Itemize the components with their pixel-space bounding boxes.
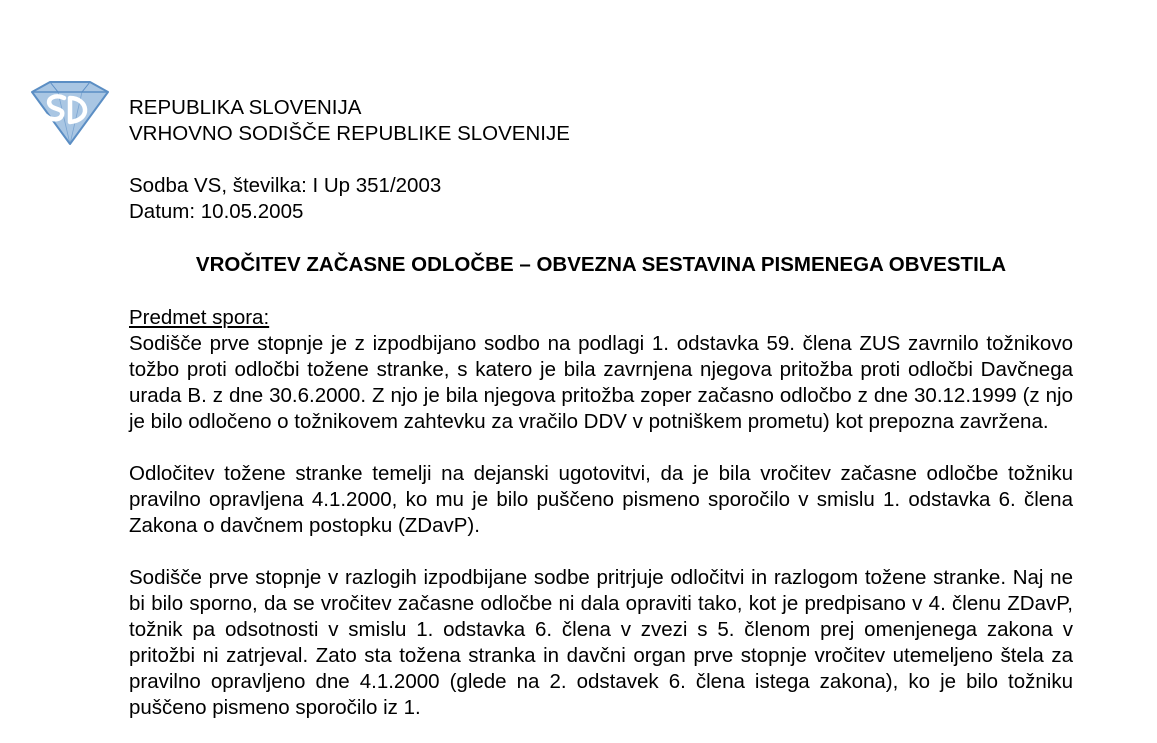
case-meta (129, 173, 1073, 225)
section-label: Predmet spora: (129, 306, 270, 329)
issuer-header (129, 95, 1073, 147)
paragraph-gap (129, 435, 1073, 461)
document-body (129, 305, 1073, 721)
court-line: VRHOVNO SODIŠČE REPUBLIKE SLOVENIJE (129, 122, 570, 145)
paragraph-gap (129, 539, 1073, 565)
republic-line: REPUBLIKA SLOVENIJA (129, 96, 362, 119)
paragraph: Odločitev tožene stranke temelji na dejanski ugotovitvi, da je bila vročitev začasne odločbe tožniku pravilno opravljena 4.1.2000, ko mu je bilo puščeno pismeno sporočilo v smislu 1. odstavka 6. člena Zakona o davčnem postopku (ZDavP). (129, 462, 1073, 537)
decision-date: Datum: 10.05.2005 (129, 200, 304, 223)
document-title: VROČITEV ZAČASNE ODLOČBE – OBVEZNA SESTAVINA PISMENEGA OBVESTILA (195, 253, 1007, 276)
paragraph: Sodišče prve stopnje je z izpodbijano sodbo na podlagi 1. odstavka 59. člena ZUS zavrnilo tožnikovo tožbo proti odločbi tožene stranke, s katero je bila zavrnjena njegova pritožba proti odločbi Davčnega urada B. z dne 30.6.2000. Z njo je bila njegova pritožba zoper začasno odločbo z dne 30.12.1999 (z njo je bilo odločeno o tožnikovem zahtevku za vračilo DDV v potniškem prometu) kot prepozna zavržena. (129, 332, 1073, 433)
paragraph: Sodišče prve stopnje v razlogih izpodbijane sodbe pritrjuje odločitvi in razlogom tožene stranke. Naj ne bi bilo sporno, da se vročitev začasne odločbe ni dala opraviti tako, kot je predpisano v 4. členu ZDavP, tožnik pa odsotnosti v smislu 1. odstavka 6. člena v zvezi s 5. členom prej omenjenega zakona v pritožbi ni zatrjeval. Zato sta tožena stranka in davčni organ prve stopnje vročitev utemeljeno štela za pravilno opravljeno dne 4.1.2000 (glede na 2. odstavek 6. člena istega zakona), ko je bilo tožniku puščeno pismeno sporočilo iz 1. (129, 566, 1073, 719)
case-number: Sodba VS, številka: I Up 351/2003 (129, 174, 442, 197)
supreme-court-logo (28, 78, 110, 148)
